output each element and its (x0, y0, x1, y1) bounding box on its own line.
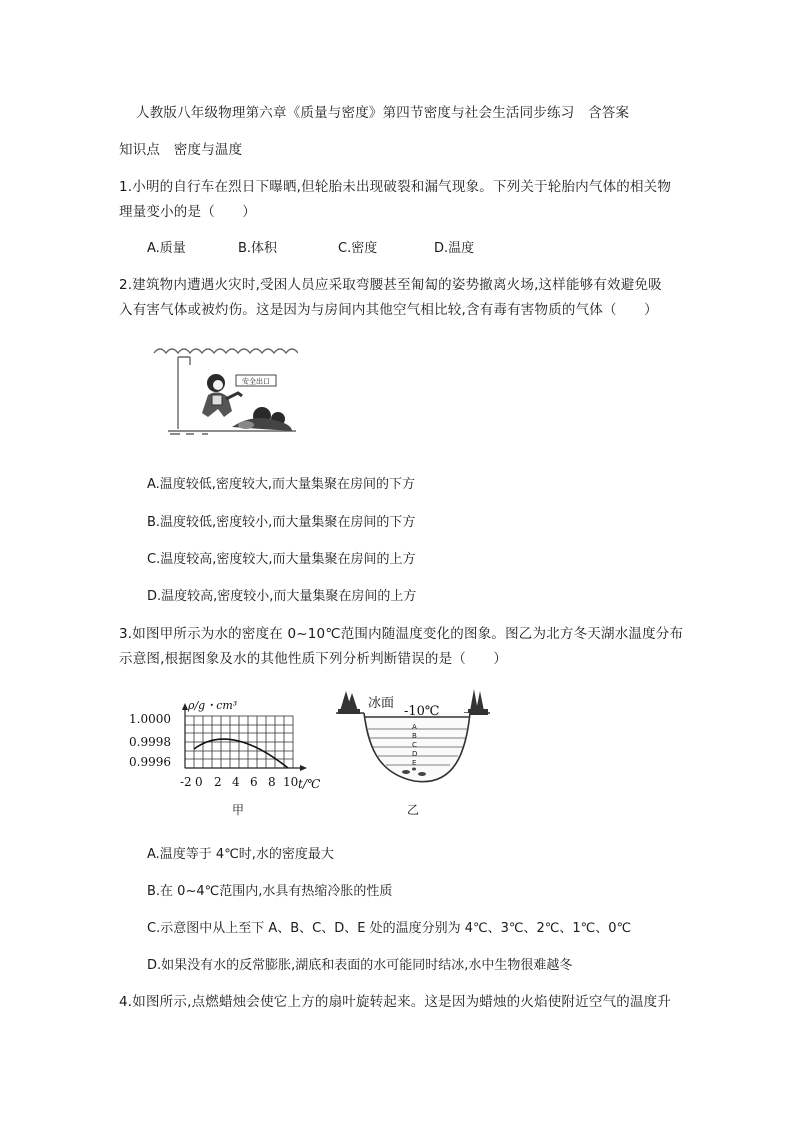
q3-line2: 示意图,根据图象及水的其他性质下列分析判断错误的是（ ） (119, 651, 508, 667)
q1-option-c: C.密度 (338, 241, 378, 256)
section-heading: 知识点 密度与温度 (119, 142, 243, 158)
q2-line1: 2.建筑物内遭遇火灾时,受困人员应采取弯腰甚至匍匐的姿势撤离火场,这样能够有效避免吸 (119, 277, 662, 293)
tree-right-icon (468, 689, 488, 715)
x-tick-1: -2 (180, 775, 192, 789)
y-tick-2: 0.9998 (129, 735, 171, 749)
figure-caption-jia: 甲 (232, 803, 245, 817)
y-tick-1: 1.0000 (129, 712, 171, 726)
q2-option-a: A.温度较低,密度较大,而大量集聚在房间的下方 (147, 477, 416, 492)
y-tick-3: 0.9996 (129, 755, 171, 769)
q2-option-b: B.温度较低,密度较小,而大量集聚在房间的下方 (147, 515, 416, 530)
x-tick-3: 2 (214, 775, 222, 789)
density-curve (194, 739, 288, 768)
y-axis-label: ρ/g・cm³ (188, 699, 238, 712)
point-d: D (412, 750, 418, 758)
fire-escape-figure (150, 343, 298, 438)
crawling-person (232, 407, 292, 431)
x-tick-6: 8 (268, 775, 276, 789)
q3-option-d: D.如果没有水的反常膨胀,湖底和表面的水可能同时结冰,水中生物很难越冬 (147, 958, 573, 973)
tree-left-icon (338, 691, 360, 714)
x-tick-5: 6 (250, 775, 258, 789)
q1-option-a: A.质量 (147, 241, 186, 256)
page-title: 人教版八年级物理第六章《质量与密度》第四节密度与社会生活同步练习 含答案 (136, 105, 630, 121)
q4-line1: 4.如图所示,点燃蜡烛会使它上方的扇叶旋转起来。这是因为蜡烛的火焰使附近空气的温度升 (119, 994, 672, 1010)
point-c: C (412, 741, 417, 749)
point-e: E (412, 759, 417, 767)
q3-option-a: A.温度等于 4℃时,水的密度最大 (147, 847, 334, 862)
figure-caption-yi: 乙 (407, 803, 420, 817)
x-tick-2: 0 (195, 775, 203, 789)
exit-sign-text: 安全出口 (242, 377, 270, 386)
q1-line1: 1.小明的自行车在烈日下曝晒,但轮胎未出现破裂和漏气现象。下列关于轮胎内气体的相关物 (119, 179, 672, 195)
x-tick-7: 10 (283, 775, 299, 789)
point-a: A (412, 723, 417, 731)
q2-line2: 入有害气体或被灼伤。这是因为与房间内其他空气相比较,含有毒有害物质的气体（ ） (119, 302, 658, 318)
x-tick-4: 4 (232, 775, 240, 789)
q2-option-d: D.温度较高,密度较小,而大量集聚在房间的上方 (147, 589, 417, 604)
x-axis-arrow (300, 765, 307, 771)
q3-option-b: B.在 0~4℃范围内,水具有热缩冷胀的性质 (147, 884, 393, 899)
ice-surface-label: 冰面 (368, 696, 395, 711)
q1-option-b: B.体积 (238, 241, 278, 256)
door-frame (178, 357, 190, 429)
smoke-swirls (154, 349, 298, 353)
q2-option-c: C.温度较高,密度较大,而大量集聚在房间的上方 (147, 552, 416, 567)
q3-line1: 3.如图甲所示为水的密度在 0~10℃范围内随温度变化的图象。图乙为北方冬天湖水温度分布 (119, 626, 684, 642)
density-graph (128, 698, 328, 820)
air-temperature-label: -10℃ (404, 704, 440, 719)
q3-option-c: C.示意图中从上至下 A、B、C、D、E 处的温度分别为 4℃、3℃、2℃、1℃、0℃ (147, 921, 632, 936)
q1-line2: 理量变小的是（ ） (119, 204, 256, 220)
lake-diagram (334, 683, 494, 820)
point-b: B (412, 732, 417, 740)
q1-option-d: D.温度 (434, 241, 475, 256)
x-axis-label: t/℃ (298, 777, 321, 791)
